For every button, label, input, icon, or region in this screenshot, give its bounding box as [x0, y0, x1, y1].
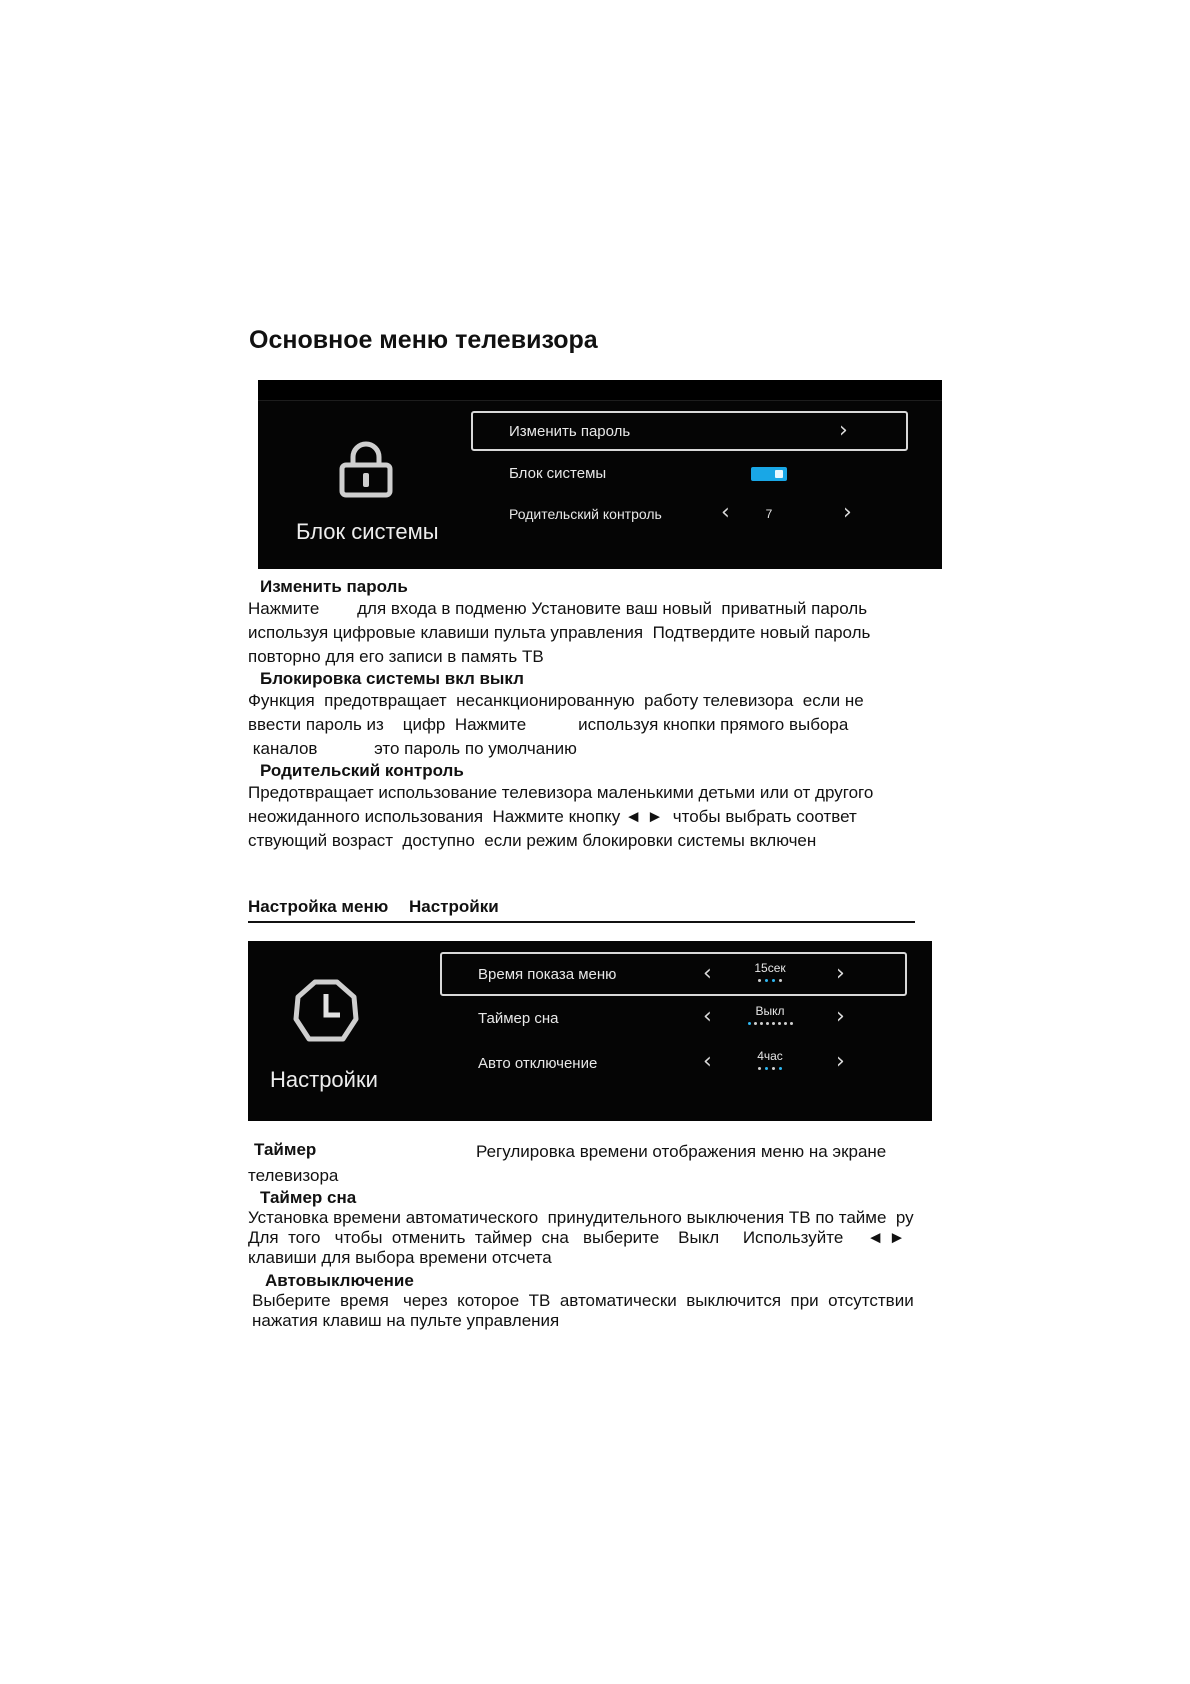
chevron-left-icon[interactable]: ‹ — [703, 1004, 712, 1029]
chevron-left-icon[interactable]: ‹ — [703, 961, 712, 986]
dot-active — [772, 979, 775, 982]
heading-sleep-timer: Таймер сна — [260, 1188, 357, 1207]
chevron-left-icon[interactable]: ‹ — [703, 1049, 712, 1074]
chevron-right-icon[interactable]: › — [843, 500, 852, 525]
paragraph-line: Установка времени автоматического принудительного выключения ТВ по тайме ру — [248, 1208, 914, 1227]
heading-auto-off: Автовыключение — [265, 1271, 414, 1290]
menu-item-change-password[interactable] — [471, 411, 908, 451]
menu-item-auto-off[interactable] — [440, 1043, 907, 1087]
system-lock-toggle[interactable] — [751, 467, 787, 481]
auto-off-value: 4час — [757, 1049, 783, 1063]
menu-item-sleep-timer[interactable] — [440, 998, 907, 1042]
panel-caption: Блок системы — [296, 519, 439, 544]
page-title: Основное меню телевизора — [249, 326, 598, 354]
dot — [779, 979, 782, 982]
parental-value: 7 — [765, 507, 773, 521]
dot — [760, 1022, 763, 1025]
heading-timer: Таймер — [254, 1140, 317, 1159]
section-header — [248, 897, 499, 917]
dot-active — [765, 1067, 768, 1070]
menu-display-time-value: 15сек — [754, 961, 786, 975]
value-dots — [740, 1067, 800, 1070]
section-settings-text — [248, 1140, 968, 1331]
chevron-right-icon: › — [839, 418, 848, 443]
chevron-left-icon[interactable]: ‹ — [721, 500, 730, 525]
timer-description: Регулировка времени отображения меню на экране — [476, 1142, 887, 1161]
dot — [772, 1022, 775, 1025]
system-lock-panel — [258, 380, 942, 569]
dot — [778, 1022, 781, 1025]
lock-icon — [336, 438, 396, 498]
menu-item-menu-display-time[interactable] — [440, 952, 907, 996]
toggle-knob — [775, 470, 783, 478]
panel-caption: Настройки — [270, 1067, 378, 1092]
timer-heading-row — [248, 1140, 968, 1164]
heading-system-lock: Блокировка системы вкл выкл — [260, 669, 524, 688]
chevron-right-icon[interactable]: › — [836, 1004, 845, 1029]
menu-item-label: Блок системы — [509, 465, 607, 482]
heading-parental-control: Родительский контроль — [260, 761, 464, 780]
panel-top-bar — [258, 380, 942, 401]
paragraph-line: Для того чтобы отменить таймер сна выберите Выкл Используйте ◄ ► — [248, 1228, 906, 1247]
dot-active — [779, 1067, 782, 1070]
paragraph-line: неожиданного использования Нажмите кнопку ◄ ► чтобы выбрать соответ — [248, 807, 857, 826]
settings-panel — [248, 941, 932, 1121]
paragraph-line: используя цифровые клавиши пульта управления Подтвердите новый пароль — [248, 623, 871, 642]
dot — [758, 1067, 761, 1070]
paragraph-line: телевизора — [248, 1166, 339, 1185]
paragraph-line: Предотвращает использование телевизора маленькими детьми или от другого — [248, 783, 874, 802]
dot — [784, 1022, 787, 1025]
value-dots — [740, 979, 800, 982]
clock-icon — [293, 979, 359, 1045]
paragraph-line: Выберите время через которое ТВ автоматически выключится при отсутствии — [252, 1291, 914, 1310]
section-divider — [248, 921, 915, 923]
paragraph-line: ствующий возраст доступно если режим блокировки системы включен — [248, 831, 817, 850]
section-system-lock-text — [248, 577, 948, 853]
chevron-right-icon[interactable]: › — [836, 1049, 845, 1074]
paragraph-line: ввести пароль из цифр Нажмите используя кнопки прямого выбора — [248, 715, 849, 734]
menu-item-label: Таймер сна — [478, 1010, 559, 1027]
paragraph-line: повторно для его записи в память ТВ — [248, 647, 544, 666]
paragraph-line: нажатия клавиш на пульте управления — [252, 1311, 560, 1330]
dot-active — [765, 979, 768, 982]
value-dots — [740, 1022, 800, 1025]
menu-item-parental-control[interactable] — [471, 494, 908, 534]
paragraph-line: клавиши для выбора времени отсчета — [248, 1248, 552, 1267]
paragraph-line: Нажмите для входа в подменю Установите ваш новый приватный пароль — [248, 599, 868, 618]
section-header-left: Настройка меню — [248, 897, 389, 916]
menu-item-label: Время показа меню — [478, 966, 617, 983]
menu-item-label: Изменить пароль — [509, 423, 631, 440]
dot-active — [748, 1022, 751, 1025]
sleep-timer-value: Выкл — [755, 1004, 785, 1018]
dot — [758, 979, 761, 982]
menu-item-label: Авто отключение — [478, 1055, 598, 1072]
dot — [754, 1022, 757, 1025]
paragraph-line: Функция предотвращает несанкционированную работу телевизора если не — [248, 691, 864, 710]
dot — [772, 1067, 775, 1070]
section-header-right: Настройки — [408, 897, 499, 916]
dot — [790, 1022, 793, 1025]
menu-item-label: Родительский контроль — [509, 506, 662, 522]
heading-change-password: Изменить пароль — [260, 577, 408, 596]
chevron-right-icon[interactable]: › — [836, 961, 845, 986]
paragraph-line: каналов это пароль по умолчанию — [248, 739, 577, 758]
menu-item-system-lock[interactable] — [471, 453, 908, 493]
dot — [766, 1022, 769, 1025]
